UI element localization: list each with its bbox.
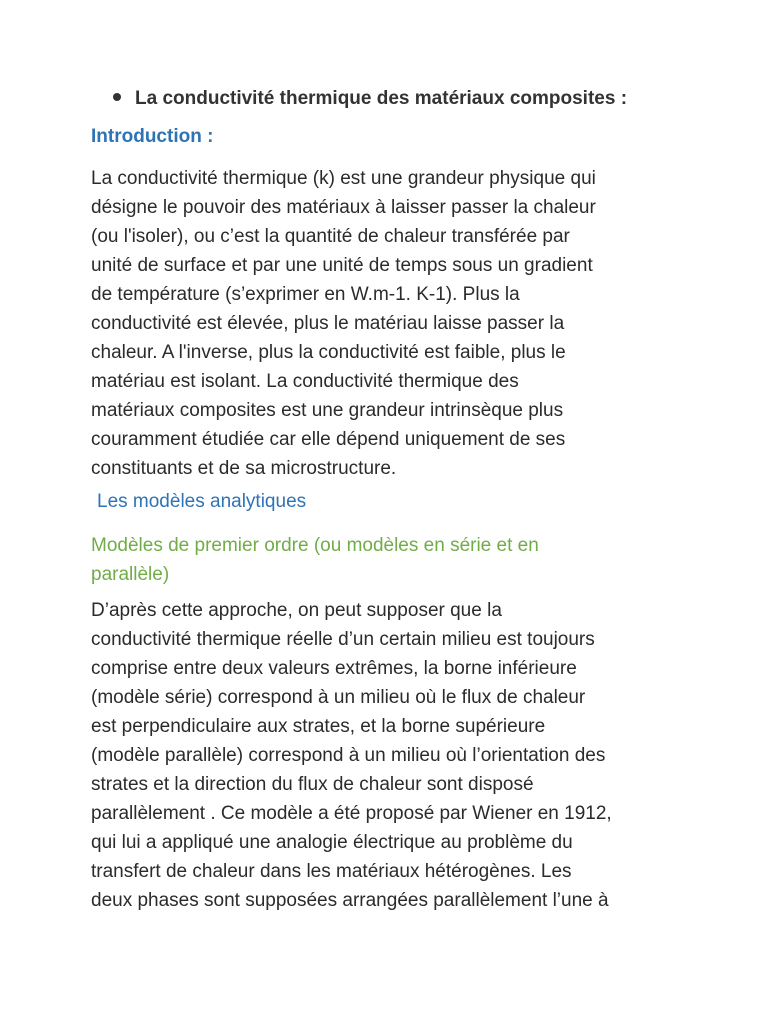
introduction-paragraph — [91, 164, 721, 483]
paragraph-line: strates et la direction du flux de chaleur sont disposé — [91, 774, 534, 795]
paragraph-line: matériaux composites est une grandeur intrinsèque plus — [91, 400, 564, 421]
heading-line: Modèles de premier ordre (ou modèles en série et en — [91, 535, 539, 556]
paragraph-line: unité de surface et par une unité de temps sous un gradient — [91, 255, 593, 276]
paragraph-line: conductivité est élevée, plus le matériau laisse passer la — [91, 313, 565, 334]
heading-line: parallèle) — [91, 564, 170, 585]
introduction-heading: Introduction : — [91, 126, 214, 147]
paragraph-line: conductivité thermique réelle d’un certain milieu est toujours — [91, 629, 595, 650]
paragraph-line: constituants et de sa microstructure. — [91, 458, 397, 479]
paragraph-line: parallèlement . Ce modèle a été proposé par Wiener en 1912, — [91, 803, 612, 824]
paragraph-line: (modèle parallèle) correspond à un milieu où l’orientation des — [91, 745, 606, 766]
paragraph-line: matériau est isolant. La conductivité thermique des — [91, 371, 519, 392]
paragraph-line: comprise entre deux valeurs extrêmes, la borne inférieure — [91, 658, 577, 679]
paragraph-line: (ou l'isoler), ou c’est la quantité de chaleur transférée par — [91, 226, 570, 247]
paragraph-line: La conductivité thermique (k) est une grandeur physique qui — [91, 168, 596, 189]
paragraph-line: transfert de chaleur dans les matériaux hétérogènes. Les — [91, 861, 572, 882]
paragraph-line: est perpendiculaire aux strates, et la borne supérieure — [91, 716, 546, 737]
analytic-models-heading: Les modèles analytiques — [97, 491, 307, 512]
bullet-heading-text: La conductivité thermique des matériaux composites : — [135, 88, 628, 109]
paragraph-line: de température (s’exprimer en W.m-1. K-1). Plus la — [91, 284, 520, 305]
paragraph-line: qui lui a appliqué une analogie électrique au problème du — [91, 832, 573, 853]
paragraph-line: (modèle série) correspond à un milieu où le flux de chaleur — [91, 687, 586, 708]
paragraph-line: deux phases sont supposées arrangées parallèlement l’une à — [91, 890, 609, 911]
bullet-heading — [113, 88, 627, 110]
first-order-models-heading — [91, 531, 539, 589]
paragraph-line: désigne le pouvoir des matériaux à laisser passer la chaleur — [91, 197, 596, 218]
paragraph-line: D’après cette approche, on peut supposer que la — [91, 600, 502, 621]
bullet-icon — [113, 93, 121, 101]
first-order-paragraph — [91, 596, 721, 915]
paragraph-line: couramment étudiée car elle dépend uniquement de ses — [91, 429, 566, 450]
paragraph-line: chaleur. A l'inverse, plus la conductivité est faible, plus le — [91, 342, 566, 363]
